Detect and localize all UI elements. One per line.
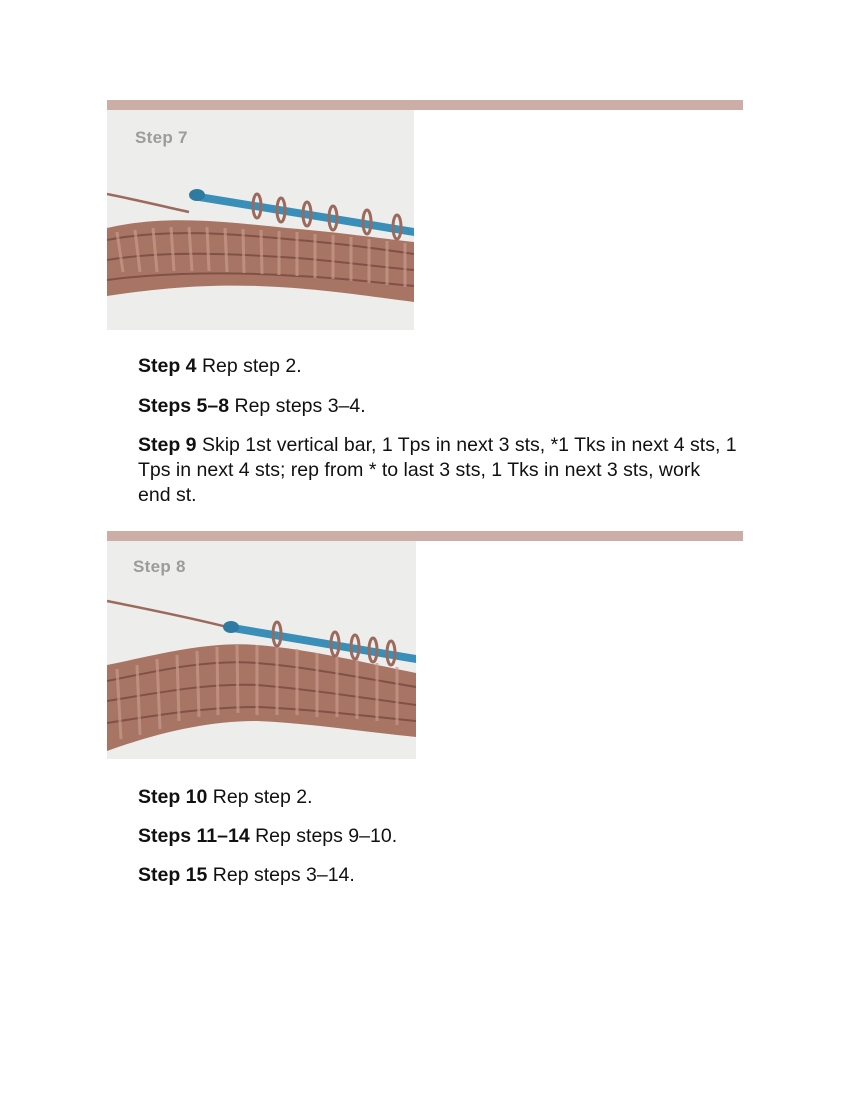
step-label: Step 4 xyxy=(138,355,197,377)
step-instruction xyxy=(138,433,738,508)
step-label: Steps 11–14 xyxy=(138,825,250,847)
step-text: Skip 1st vertical bar, 1 Tps in next 3 sts, *1 Tks in next 4 sts, 1 Tps in next 4 sts; rep from * to last 3 sts, 1 Tks in next 3 sts, work end st. xyxy=(138,434,737,506)
step-instruction xyxy=(138,394,738,419)
step-text: Rep step 2. xyxy=(212,786,313,808)
step-text: Rep steps 3–4. xyxy=(234,395,366,417)
step-7-photo xyxy=(107,110,414,330)
step-8-photo xyxy=(107,541,416,759)
figure-label: Step 7 xyxy=(135,128,188,147)
step-instruction xyxy=(138,863,738,888)
step-text: Rep step 2. xyxy=(201,355,302,377)
figure-label: Step 8 xyxy=(133,557,186,576)
step-instruction xyxy=(138,824,738,849)
step-label: Step 10 xyxy=(138,786,208,808)
step-text: Rep steps 3–14. xyxy=(212,864,355,886)
step-label: Step 9 xyxy=(138,434,197,456)
step-label: Steps 5–8 xyxy=(138,395,230,417)
step-instruction xyxy=(138,354,738,379)
section-divider-band xyxy=(107,100,743,110)
step-text: Rep steps 9–10. xyxy=(255,825,398,847)
step-label: Step 15 xyxy=(138,864,208,886)
section-divider-band xyxy=(107,531,743,541)
step-instruction xyxy=(138,785,738,810)
